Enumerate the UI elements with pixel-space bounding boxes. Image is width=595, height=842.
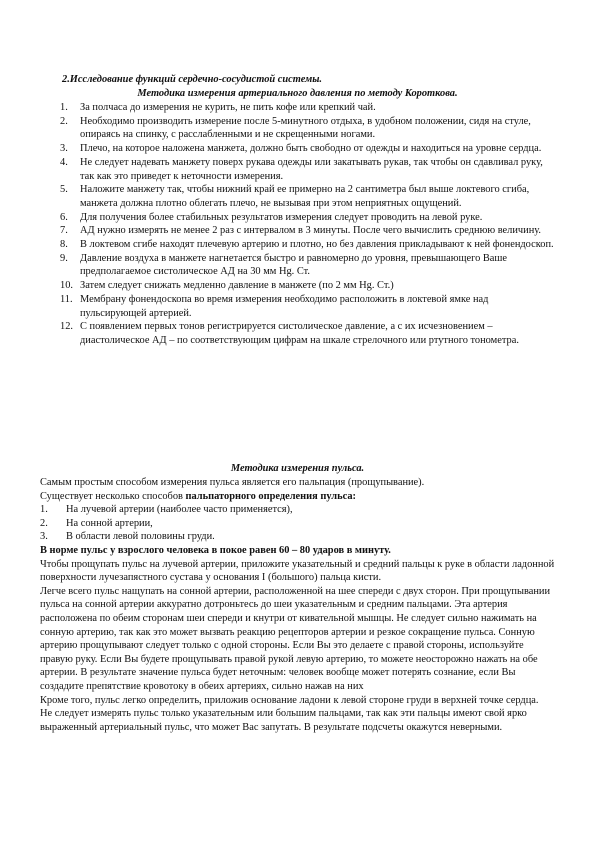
pulse-norm: В норме пульс у взрослого человека в покое равен 60 – 80 ударов в минуту. <box>40 544 391 556</box>
paragraph: Не следует измерять пульс только указательным или большим пальцами, так как эти пальцы имеют свой ярко выраженный артериальный пульс, что может Вас запутать. В результате подсчеты окажутся неверными. <box>40 708 527 733</box>
pulse-section <box>40 476 556 734</box>
list-item: 9. Давление воздуха в манжете нагнетается быстро и равномерно до уровня, превышающего Ваше предполагаемое систолическое АД на 30 мм Hg. Ст. <box>60 252 508 278</box>
pulse-methods-list <box>40 503 556 544</box>
pulse-intro: Самым простым способом измерения пульса является его пальпация (прощупывание). <box>40 477 425 488</box>
list-item: 3. Плечо, на которое наложена манжета, должно быть свободно от одежды и находиться на уровне сердца. <box>60 143 542 155</box>
list-item: 10. Затем следует снижать медленно давление в манжете (по 2 мм Hg. Ст.) <box>60 280 394 292</box>
paragraph: Кроме того, пульс легко определить, приложив основание ладони к левой стороне груди в верхней точке сердца. <box>40 694 539 706</box>
list-item: 7. АД нужно измерять не менее 2 раз с интервалом в 3 минуты. После чего вычислить среднюю величину. <box>60 225 542 237</box>
list-item: 6. Для получения более стабильных результатов измерения следует проводить на левой руке. <box>60 211 483 223</box>
paragraph: Легче всего пульс нащупать на сонной артерии, расположенной на шее спереди с двух сторон. При прощупывании пульса на сонной артерии аккуратно дотроньтесь до шеи указательным и средним пальцами. Эта артерия расположена по обеим сторонам шеи спереди и кнутри от кивательной мышцы. Не следует сильно нажимать на сонную артерию, так как это может вызвать реакцию рецепторов артерии и резкое сокращение пульса. Сонную артерию прощупывают следует только с одной стороны. Если Вы это делаете с правой стороны, используйте правую руку. Если Вы будете прощупывать правой рукой левую артерию, то можете неосторожно нажать на обе артерии. В результате значение пульса будет неточным: человек вообще может потерять сознание, если Вы создадите препятствие кровотоку в обеих артериях, сильно нажав на них <box>40 585 551 692</box>
bp-instructions-list <box>40 101 556 348</box>
list-item: 3. В области левой половины груди. <box>40 531 215 543</box>
bp-method-title: Методика измерения артериального давления по методу Короткова. <box>137 88 458 99</box>
list-item: 8. В локтевом сгибе находят плечевую артерию и плотно, но без давления прикладывают к ней фонендоскоп. <box>60 239 554 251</box>
list-item: 11. Мембрану фонендоскопа во время измерения необходимо расположить в локтевой ямке над пульсирующей артерией. <box>60 293 489 319</box>
list-item: 1. За полчаса до измерения не курить, не пить кофе или крепкий чай. <box>60 102 376 113</box>
list-item: 2. На сонной артерии, <box>40 517 153 529</box>
section-title: 2.Исследование функций сердечно-сосудистой системы. <box>62 74 323 85</box>
list-item: 12. С появлением первых тонов регистрируется систолическое давление, а с их исчезновением – диастолическое АД – по соответствующим цифрам на шкале стрелочного или ртутного тонометра. <box>60 321 519 346</box>
paragraph: Чтобы прощупать пульс на лучевой артерии, приложите указательный и средний пальцы к руке в области ладонной поверхности лучезапястного сустава у основания I (большого) пальца кисти. <box>40 558 555 584</box>
list-item: 5. Наложите манжету так, чтобы нижний край ее примерно на 2 сантиметра был выше локтевого сгиба, манжета должна плотно облегать плечо, не вызывая при этом неприятных ощущений. <box>60 184 530 209</box>
list-item: 4. Не следует надевать манжету поверх рукава одежды или закатывать рукав, так чтобы он сдавливал руку, так как это приведет к неточности измерения. <box>60 156 543 182</box>
pulse-method-title: Методика измерения пульса. <box>230 463 365 474</box>
list-item: 2. Необходимо производить измерение после 5-минутного отдыха, в удобном положении, сидя на стуле, опираясь на спинку, с расслабленными и не скрещенными ногами. <box>60 115 531 141</box>
pulse-methods-intro: Существует несколько способов пальпаторного определения пульса: <box>40 490 356 502</box>
list-item: 1. На лучевой артерии (наиболее часто применяется), <box>40 504 293 516</box>
